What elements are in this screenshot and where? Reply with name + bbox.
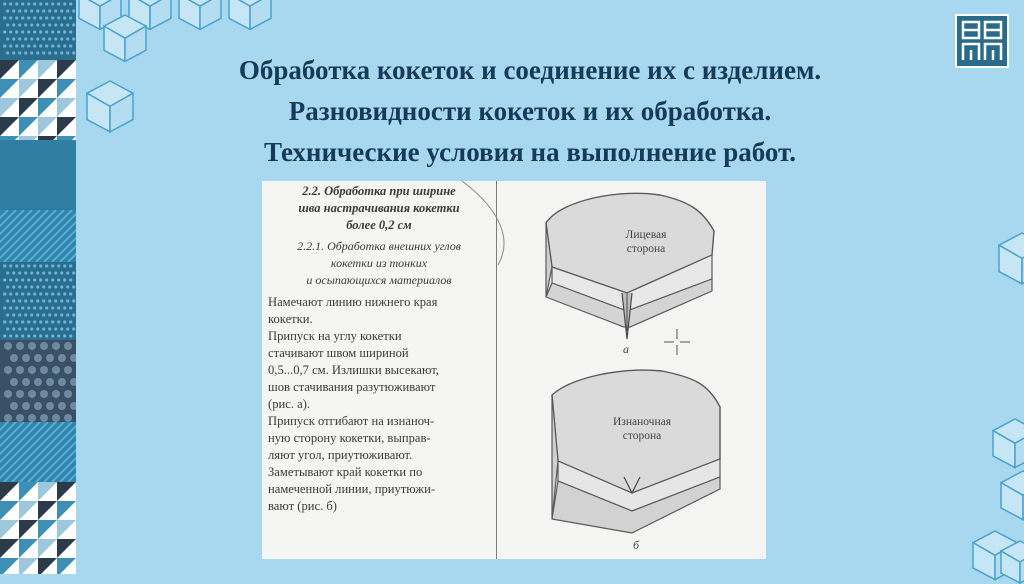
strip-pattern-tile <box>0 482 76 574</box>
decorative-cube-icon <box>228 0 272 30</box>
pencil-arc-mark <box>462 181 504 265</box>
figure-a-caption: а <box>623 342 629 356</box>
body-text-line: кокетки. <box>268 312 313 326</box>
decorative-cube-icon <box>992 418 1024 469</box>
body-text-line: стачивают швом шириной <box>268 346 409 360</box>
decorative-left-strip <box>0 0 76 574</box>
figure-b-caption: б <box>632 538 640 552</box>
body-text-line: ную сторону кокетки, выправ- <box>268 431 431 445</box>
figure-b <box>552 370 720 552</box>
decorative-cube-icon <box>998 232 1024 285</box>
section-heading-line: шва настрачивания кокетки <box>298 201 460 215</box>
body-text-line: шов стачивания разутюживают <box>268 380 436 394</box>
strip-pattern-tile <box>0 210 76 262</box>
section-heading-line: 2.2. Обработка при ширине <box>302 184 456 198</box>
body-text-line: вают (рис. б) <box>268 499 337 513</box>
body-text-line: Намечают линию нижнего края <box>268 295 438 309</box>
body-text-line: ляют угол, приутюживают. <box>268 448 413 462</box>
subsection-heading-line: кокетки из тонких <box>330 256 428 270</box>
figure-a-side-label-line-1: Лицевая <box>625 229 667 241</box>
body-text-line: намеченной линии, приутюжи- <box>268 482 436 496</box>
title-line-1: Обработка кокеток и соединение их с изделием. <box>238 55 822 85</box>
yoke-figures <box>262 181 766 559</box>
figure-a-side-label-line-2: сторона <box>626 243 666 255</box>
subsection-heading-line: 2.2.1. Обработка внешних углов <box>297 239 461 253</box>
strip-pattern-tile <box>0 340 76 422</box>
strip-pattern-tile <box>0 262 76 340</box>
section-heading-line: более 0,2 см <box>346 218 412 232</box>
org-logo-icon <box>955 14 1009 68</box>
decorative-cube-icon <box>1000 470 1024 521</box>
body-text-line: Припуск на углу кокетки <box>268 329 402 343</box>
decorative-cube-icon <box>1000 540 1024 584</box>
decorative-cube-icon <box>178 0 222 30</box>
crosshair-mark-icon <box>664 329 690 355</box>
strip-pattern-tile <box>0 422 76 482</box>
slide-title <box>120 50 940 173</box>
strip-pattern-tile <box>0 60 76 140</box>
body-text-line: (рис. а). <box>268 397 311 411</box>
strip-pattern-tile <box>0 140 76 210</box>
figure-a <box>546 193 714 356</box>
strip-pattern-tile <box>0 0 76 60</box>
textbook-scan <box>262 181 766 559</box>
body-text-line: Заметывают край кокетки по <box>268 465 423 479</box>
body-text-line: 0,5...0,7 см. Излишки высекают, <box>268 363 439 377</box>
title-line-3: Технические условия на выполнение работ. <box>263 137 797 167</box>
figure-b-side-label-line-1: Изнаночная <box>612 416 672 428</box>
body-text-line: Припуск отгибают на изнаноч- <box>268 414 435 428</box>
title-line-2: Разновидности кокеток и их обработка. <box>288 96 772 126</box>
subsection-heading-line: и осыпающихся материалов <box>306 273 452 287</box>
figure-b-side-label-line-2: сторона <box>622 430 662 442</box>
